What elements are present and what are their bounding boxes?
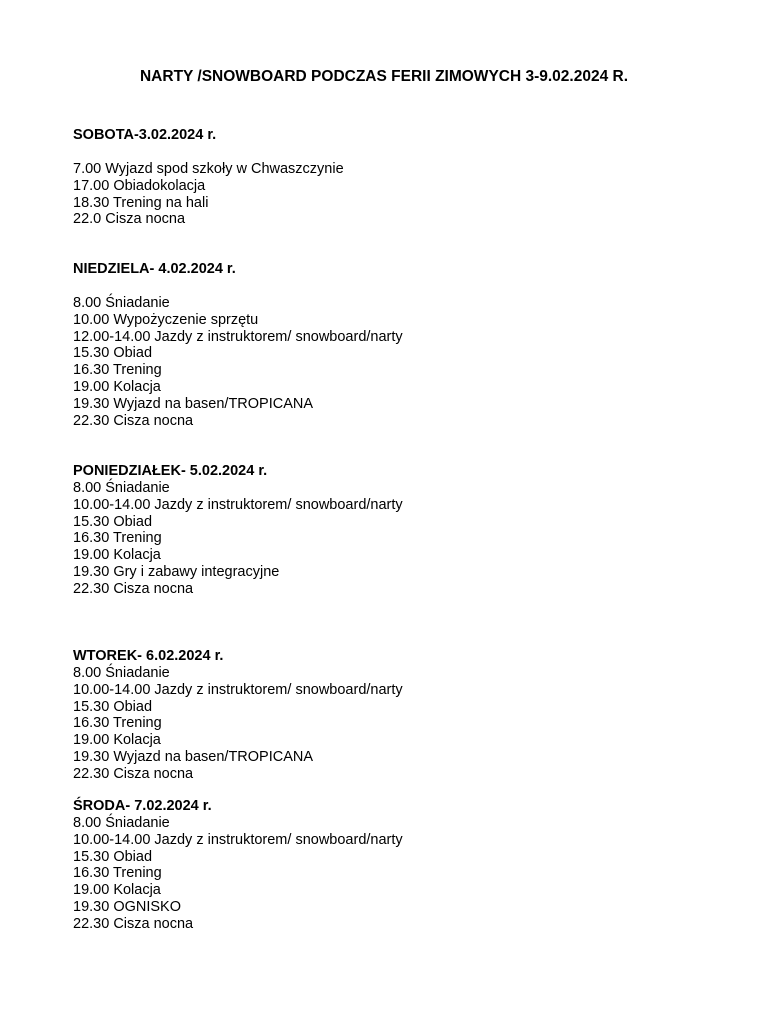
schedule-item: 15.30 Obiad <box>73 848 153 865</box>
schedule-item: 7.00 Wyjazd spod szkoły w Chwaszczynie <box>73 161 344 177</box>
day-section-wtorek <box>73 648 713 783</box>
schedule-list <box>73 665 713 783</box>
schedule-item: 10.00-14.00 Jazdy z instruktorem/ snowboard/narty <box>73 681 403 698</box>
schedule-item: 19.30 OGNISKO <box>73 898 181 915</box>
schedule-item: 22.30 Cisza nocna <box>73 412 194 429</box>
schedule-item: 22.0 Cisza nocna <box>73 211 186 228</box>
schedule-item: 8.00 Śniadanie <box>73 295 170 311</box>
schedule-item: 15.30 Obiad <box>73 345 153 362</box>
schedule-item: 18.30 Trening na hali <box>73 194 209 211</box>
day-section-niedziela <box>73 261 713 429</box>
schedule-list <box>73 295 713 429</box>
schedule-item: 16.30 Trening <box>73 865 162 882</box>
schedule-item: 15.30 Obiad <box>73 513 153 530</box>
day-heading: PONIEDZIAŁEK- 5.02.2024 r. <box>73 463 268 479</box>
schedule-item: 19.00 Kolacja <box>73 732 161 749</box>
schedule-item: 16.30 Trening <box>73 715 162 732</box>
day-section-sobota <box>73 127 713 228</box>
schedule-item: 8.00 Śniadanie <box>73 665 170 681</box>
schedule-item: 8.00 Śniadanie <box>73 815 170 831</box>
day-heading: ŚRODA- 7.02.2024 r. <box>73 798 212 814</box>
schedule-list <box>73 815 713 933</box>
schedule-item: 12.00-14.00 Jazdy z instruktorem/ snowboard/narty <box>73 328 403 345</box>
schedule-item: 22.30 Cisza nocna <box>73 915 194 932</box>
schedule-item: 19.30 Gry i zabawy integracyjne <box>73 563 280 580</box>
day-section-sroda <box>73 798 713 933</box>
schedule-list <box>73 480 713 598</box>
schedule-item: 22.30 Cisza nocna <box>73 580 194 597</box>
schedule-item: 16.30 Trening <box>73 530 162 547</box>
schedule-item: 17.00 Obiadokolacja <box>73 177 206 194</box>
schedule-item: 19.00 Kolacja <box>73 547 161 564</box>
schedule-item: 10.00-14.00 Jazdy z instruktorem/ snowboard/narty <box>73 496 403 513</box>
schedule-item: 15.30 Obiad <box>73 698 153 715</box>
schedule-list <box>73 161 713 228</box>
schedule-item: 16.30 Trening <box>73 362 162 379</box>
day-section-poniedzialek <box>73 463 713 598</box>
day-heading: SOBOTA-3.02.2024 r. <box>73 127 217 143</box>
day-heading: NIEDZIELA- 4.02.2024 r. <box>73 261 236 277</box>
schedule-item: 19.30 Wyjazd na basen/TROPICANA <box>73 395 314 412</box>
schedule-item: 22.30 Cisza nocna <box>73 765 194 782</box>
schedule-item: 10.00 Wypożyczenie sprzętu <box>73 311 259 328</box>
schedule-item: 19.30 Wyjazd na basen/TROPICANA <box>73 748 314 765</box>
schedule-item: 19.00 Kolacja <box>73 882 161 899</box>
schedule-item: 10.00-14.00 Jazdy z instruktorem/ snowboard/narty <box>73 831 403 848</box>
page-title: NARTY /SNOWBOARD PODCZAS FERII ZIMOWYCH 3-9.02.2024 R. <box>139 68 629 85</box>
schedule-item: 8.00 Śniadanie <box>73 480 170 496</box>
schedule-item: 19.00 Kolacja <box>73 378 161 395</box>
day-heading: WTOREK- 6.02.2024 r. <box>73 648 224 664</box>
